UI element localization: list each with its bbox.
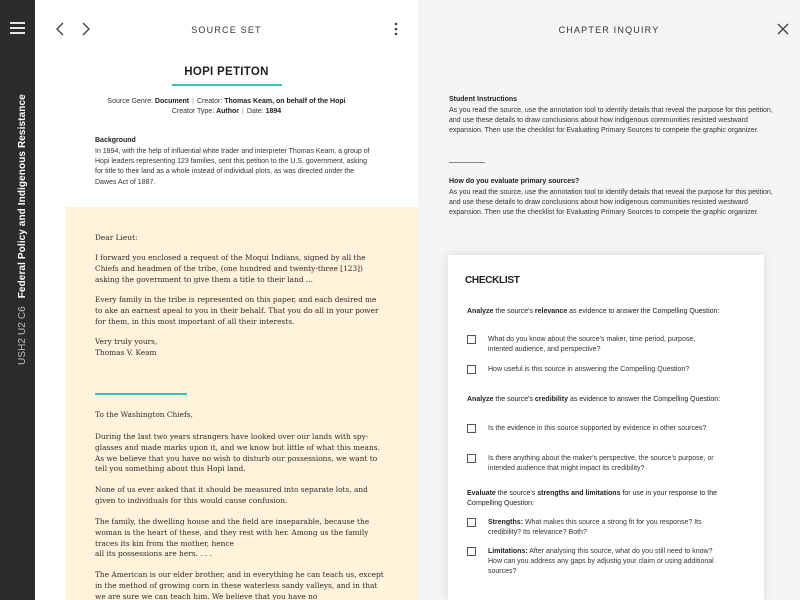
- petition-paragraph: During the last two years strangers have looked over our lands with spy-glasses and made marks upon it, and we know but little of what this means. As we believe that you have no wish to disturb our possessions, we want to tell you something about this Hopi land.: [95, 432, 380, 474]
- checklist-item: Is the evidence in this source supported by evidence in other sources?: [488, 425, 707, 432]
- relevance-checkbox-2[interactable]: [467, 365, 476, 374]
- letter-paragraph: Every family in the tribe is represented on this paper, and each desired me to ake an earnest apeal to you in their behalf. That you do all in your power for them, in this most important of all their interests.: [95, 295, 379, 326]
- creator-type: Author: [216, 108, 240, 115]
- letter-divider: [95, 393, 187, 395]
- checklist-item: Limitations: After analysing this source, what do you still need to know? How can you address any gaps by adjustig your claim or using additional sources?: [488, 548, 714, 576]
- evaluate-sources-text: As you read the source, use the annotation tool to identify details that reveal the purpose for this petition, and use these details to draw conclusions about how indigenous communities resisted westward expansion. Then use the checklist for Evaluating Primary Sources to compete the graphic organizer.: [449, 189, 773, 217]
- evaluate-sources-heading: How do you evaluate primary sources?: [449, 178, 580, 185]
- source-meta-line-1: Source Genre: Document | Creator: Thomas Keam, on behalf of the Hopi: [107, 98, 346, 105]
- relevance-checkbox-1[interactable]: [467, 335, 476, 344]
- chapter-name: Federal Policy and Indigenous Resistance: [17, 94, 28, 299]
- source-date: 1894: [265, 108, 282, 115]
- relevance-section-heading: Analyze the source's relevance as evidence to answer the Compelling Question:: [467, 308, 720, 315]
- petition-paragraph: The family, the dwelling house and the field are inseparable, because the woman is the heart of these, and they rest with her. Among us the family traces its kin from the mother, hence: [95, 517, 370, 548]
- document-title: HOPI PETITON: [184, 66, 269, 78]
- course-title: [17, 94, 28, 365]
- letter-salutation: Dear Lieut:: [95, 233, 138, 242]
- petition-paragraph: The American is our elder brother, and in everything he can teach us, except in the method of growing corn in these waterless sandy valleys, and in that we are sure we can teach him. We believe that you have no: [95, 570, 384, 600]
- title-underline: [172, 84, 282, 86]
- student-instructions-text: As you read the source, use the annotation tool to identify details that reveal the purpose for this petition, and use these details to draw conclusions about how indigenous communities resisted westward expansion. Then use the checklist for Evaluating Primary Sources to compete the graphic organizer.: [449, 107, 773, 135]
- checklist-item: Strengths: What makes this source a strong fit for you response? Its credibility? Its relevance? Both?: [488, 519, 702, 537]
- close-icon[interactable]: [776, 22, 790, 36]
- checklist-item: What do you know about the source's maker, time period, purpose, intented audience, and perspective?: [488, 336, 696, 354]
- more-options-icon[interactable]: [390, 21, 402, 37]
- source-set-header: SOURCE SET: [191, 25, 262, 35]
- credibility-checkbox-1[interactable]: [467, 424, 476, 433]
- strengths-checkbox[interactable]: [467, 518, 476, 527]
- background-text: In 1894, with the help of influential white trader and interpreter Thomas Keam, a group of Hopi leaders representing 123 families, sent this petition to the U.S. government, asking for title to their land as a whole instead of individual plots, as was directed under the Dawes Act of 1887.: [95, 148, 370, 186]
- background-heading: Background: [95, 137, 136, 144]
- source-creator: Thomas Keam, on behalf of the Hopi: [224, 98, 346, 105]
- source-meta-line-2: Creator Type: Author | Date: 1894: [171, 108, 282, 115]
- letter-signature: Thomas V. Keam: [95, 348, 157, 357]
- source-genre: Document: [154, 98, 190, 105]
- petition-paragraph: all its possessions are hers. . . .: [95, 549, 212, 558]
- credibility-section-heading: Analyze the source's credibility as evidence to answer the Compelling Question:: [467, 396, 721, 403]
- chapter-inquiry-panel: [418, 0, 800, 600]
- limitations-checkbox[interactable]: [467, 547, 476, 556]
- checklist-item: Is there anything about the maker's perspective, the source's purpose, or intended audience that might impact its credibility?: [488, 455, 714, 473]
- letter-closing: Very truly yours,: [95, 337, 158, 346]
- letter-paragraph: I forward you enclosed a request of the Moqui Indians, signed by all the Chiefs and headmen of the tribe, (one hundred and twenty-three [123]) asking the government to give them a title to their land ...: [95, 253, 366, 284]
- primary-source-letter: [65, 207, 418, 600]
- credibility-checkbox-2[interactable]: [467, 454, 476, 463]
- checklist-item: How useful is this source in answering the Compelling Question?: [488, 366, 690, 373]
- checklist-title: CHECKLIST: [465, 275, 520, 286]
- petition-paragraph: None of us ever asked that it should be measured into separate lots, and given to individuals for this would cause confusion.: [95, 485, 368, 505]
- chapter-inquiry-header: CHAPTER INQUIRY: [558, 25, 660, 35]
- checklist-card: [448, 255, 764, 600]
- hamburger-menu-icon[interactable]: [10, 22, 25, 34]
- section-divider: [449, 162, 485, 163]
- course-code: USH2 U2 C6: [17, 306, 28, 365]
- student-instructions-heading: Student Instructions: [449, 96, 518, 103]
- source-set-panel: [35, 0, 418, 600]
- left-rail: [0, 0, 35, 600]
- petition-salutation: To the Washington Chiefs,: [95, 410, 193, 419]
- strengths-section-heading: Evaluate the source's strengths and limitations for use in your response to the Compelling Question:: [467, 490, 717, 508]
